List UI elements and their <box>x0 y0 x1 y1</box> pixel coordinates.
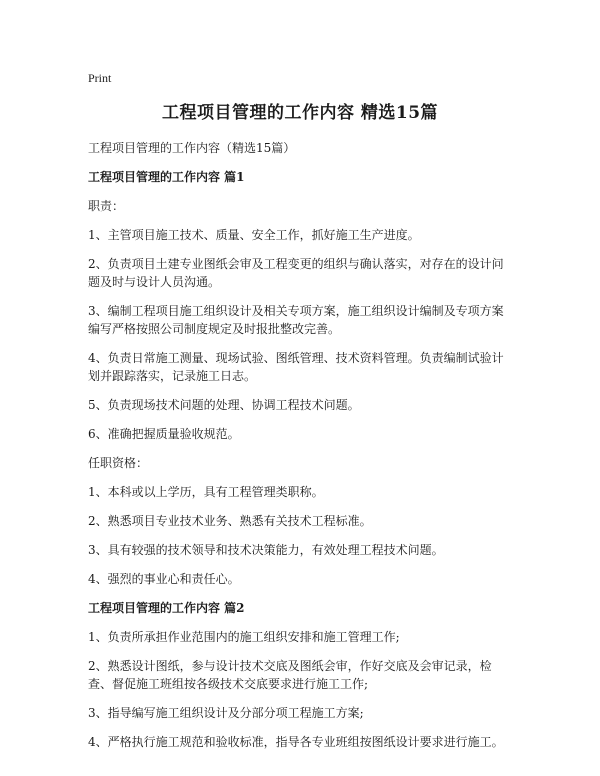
section-2-item: 2、熟悉设计图纸，参与设计技术交底及图纸会审，作好交底及会审记录，检查、督促施工班组按各级技术交底要求进行施工工作; <box>88 659 492 691</box>
duty-item: 5、负责现场技术问题的处理、协调工程技术问题。 <box>88 398 360 412</box>
duty-item: 4、负责日常施工测量、现场试验、图纸管理、技术资料管理。负责编制试验计划并跟踪落实，记录施工日志。 <box>88 351 504 383</box>
document-title: 工程项目管理的工作内容 精选15篇 <box>161 103 439 123</box>
print-label: Print <box>88 71 112 85</box>
qualifications-label: 任职资格： <box>88 456 149 470</box>
qualification-item: 4、强烈的事业心和责任心。 <box>88 572 240 586</box>
qualification-item: 2、熟悉项目专业技术业务、熟悉有关技术工程标准。 <box>88 514 372 528</box>
qualification-item: 3、具有较强的技术领导和技术决策能力，有效处理工程技术问题。 <box>88 543 444 557</box>
duty-item: 2、负责项目土建专业图纸会审及工程变更的组织与确认落实，对存在的设计问题及时与设计人员沟通。 <box>88 257 504 289</box>
duty-item: 3、编制工程项目施工组织设计及相关专项方案，施工组织设计编制及专项方案编写严格按照公司制度规定及时报批整改完善。 <box>88 304 504 336</box>
qualification-item: 1、本科或以上学历，具有工程管理类职称。 <box>88 485 324 499</box>
duties-label: 职责： <box>88 199 125 213</box>
section-2-heading: 工程项目管理的工作内容 篇2 <box>88 601 245 615</box>
section-2-item: 3、指导编写施工组织设计及分部分项工程施工方案; <box>88 706 364 720</box>
document-subtitle: 工程项目管理的工作内容（精选15篇） <box>88 141 296 155</box>
duty-item: 1、主管项目施工技术、质量、安全工作，抓好施工生产进度。 <box>88 228 420 242</box>
section-2-item: 1、负责所承担作业范围内的施工组织安排和施工管理工作; <box>88 630 400 644</box>
section-2-item: 4、严格执行施工规范和验收标准，指导各专业班组按图纸设计要求进行施工。 <box>88 735 504 749</box>
section-1-heading: 工程项目管理的工作内容 篇1 <box>88 170 245 184</box>
duty-item: 6、准确把握质量验收规范。 <box>88 427 240 441</box>
